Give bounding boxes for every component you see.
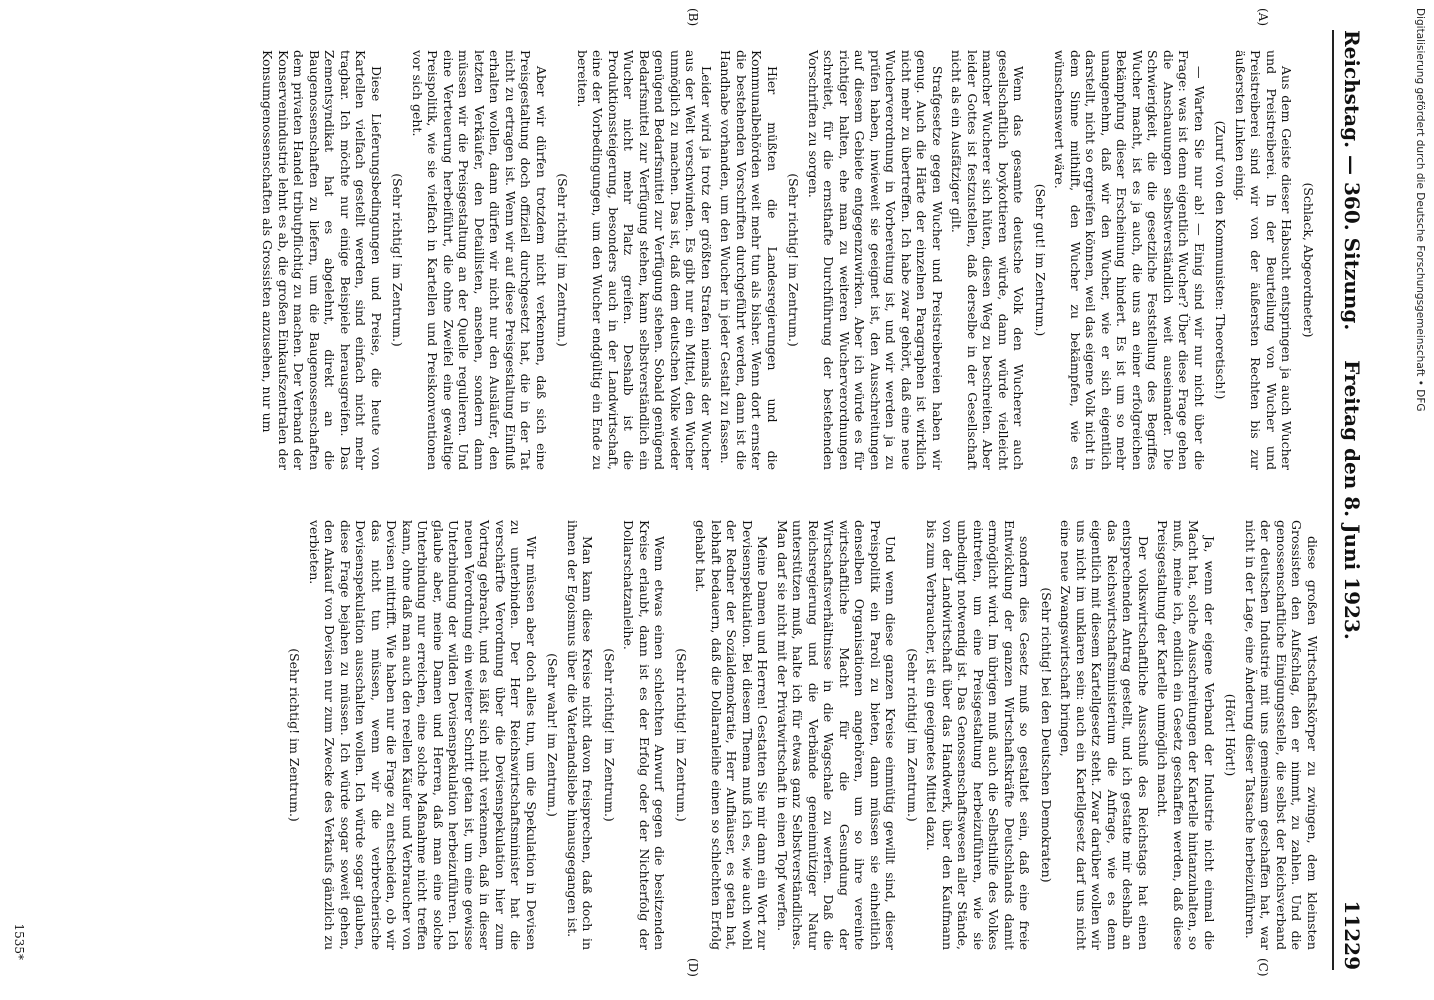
margin-marker-c: (C) (1256, 958, 1270, 977)
interjection: (Sehr richtig! im Zentrum.) (905, 648, 920, 822)
paragraph: sondern dies Gesetz muß so gestaltet sein, daß eine freie Entwicklung der ganzen Wirtschaftskräfte Deutschlands damit ermöglicht wird. Im übrigen muß auch die Selbsthilfe des Volkes eintreten, um eine Preisgestaltung herbeizuführen, wie sie unbedingt notwendig ist. Das Genossenschaftswesen aller Stände, von der Landwirtschaft über das Handwerk, über den Kaufmann bis zum Verbraucher, ist ein geeignetes Mittel dazu. (924, 520, 1033, 950)
paragraph: Wir müssen aber doch alles tun, um die Spekulation in Devisen zu unterbinden. Der Herr Reichswirtschaftsminister hat die verschärfte Verordnung über die Devisenspekulation hier zum Vortrag gebracht, und es läßt sich nicht verkennen, daß in dieser neuen Verordnung ein weiterer Schritt getan ist, um eine gewisse Unterbindung der wilden Devisenspekulation herbeizuführen. Ich glaube aber, meine Damen und Herren, daß man eine solche Unterbindung nur erreichen, eine solche Maßnahme nicht treffen kann, ohne daß man auch den reellen Käufer und Verbraucher von Devisen mittrifft. Wie haben nur die Frage zu entscheiden, ob wir das nicht tun müssen, wenn wir die verbrecherische Devisenspekulation ausschalten wollen. Ich würde sogar glauben, diese Frage bejahen zu müssen. Ich würde sogar soweit gehen, den Ankauf von Devisen nur zum Zwecke des Verkaufs gänzlich zu verbieten. (307, 520, 539, 950)
interjection: (Sehr richtig! im Zentrum.) (555, 173, 571, 347)
paragraph: Strafgesetze gegen Wucher und Preistreibereien haben wir genug. Auch die Härte der einzelnen Paragraphen ist wirklich nicht mehr zu übertreffen. Ich habe zwar gehört, daß eine neue Wucherverordnung in Vorbereitung ist, und wir werden ja zu prüfen haben, inwieweit sie geeignet ist, den Ausschreitungen auf diesem Gebiete entgegenzuwirken. Aber ich würde es für richtiger halten, ehe man zu weiteren Wucherverordnungen schreitet, für die ernsthafte Durchführung der bestehenden Vorschriften zu sorgen. (806, 50, 945, 470)
margin-marker-a: (A) (1256, 8, 1270, 27)
credit-text: Digitalisierung gefördert durch die Deutsche Forschungsgemeinschaft • DFG (1414, 8, 1426, 412)
paragraph: Der volkswirtschaftliche Ausschuß des Reichstags hat einen entsprechenden Antrag gestellt, und ich gestatte mir deshalb an das Reichswirtschaftsministerium die Anfrage, wie es denn eigentlich mit diesem Kartellgesetz steht. Zwar darüber wollen wir uns nicht im unklaren sein: auch ein Kartellgesetz darf uns nicht eine neue Zwangswirtschaft bringen, (1058, 520, 1151, 950)
paragraph: Aber wir dürfen trotzdem nicht verkennen, daß sich eine Preisgestaltung doch offiziell durchgesetzt hat, die in der Tat nicht zu ertragen ist. Wenn wir auf diese Preisgestaltung Einfluß erhalten wollen, dann dürfen wir nicht nur den Ausläufer, den letzten Verkäufer, den Detaillisten, ansehen, sondern dann müssen wir die Preisgestaltung an der Quelle regulieren. Und eine Verteuerung herbeiführt, die ohne Zweifel eine gewaltige Preispolitik, wie sie vielfach in Kartellen und Preiskonventionen vor sich geht. (410, 50, 549, 470)
paragraph: Diese Lieferungsbedingungen und Preise, die heute von Kartellen vielfach gestellt werden, sind einfach nicht mehr tragbar. Ich möchte nur einige Beispiele herausgreifen. Das Zementsyndikat hat es abgelehnt, direkt an die Baugenossenschaften zu liefern, um die Baugenossenschaften dem privaten Handel tributpflichtig zu machen. Der Verband der Konservenindustrie lehnt es ab, die großen Einkaufszentralen der Konsumgenossenschaften als Grossisten anzusehen, nur um (260, 50, 384, 470)
paragraph: Leider wird ja trotz der größten Strafen niemals der Wucher aus der Welt verschwinden. Es gibt nur ein Mittel, den Wucher unmöglich zu machen. Das ist, daß dem deutschen Volke wieder genügend Bedarfsmittel zur Verfügung stehen. Sobald genügend Bedarfsmittel zur Verfügung stehen, kann selbstverständlich ein Wucher nicht mehr Platz greifen. Deshalb ist die Produktionssteigerung, besonders auch in der Landwirtschaft, eine der Vorbedingungen, um den Wucher endgültig ein Ende zu bereiten. (575, 50, 714, 470)
header-date: Freitag den 8. Juni 1923. (1340, 360, 1364, 640)
paragraph: Meine Damen und Herren! Gestatten Sie mir dann ein Wort zur Devisenspekulation. Bei diesem Thema muß ich es, wie auch wohl der Redner der Sozialdemokratie, Herr Aufhäuser, es getan hat, lebhaft bedauern, daß die Dollaranleihe einen so schlechten Erfolg gehabt hat. (693, 520, 771, 950)
interjection: (Sehr richtig! im Zentrum.) (602, 648, 617, 822)
paragraph: — Warten Sie nur ab! — Einig sind wir nur nicht über die Frage: was ist denn eigentlich Wucher? Über diese Frage gehen die Anschauungen selbstverständlich weit auseinander. Die Schwierigkeit, die die gesetzliche Feststellung des Begriffes Wucher macht, ist es ja auch, die uns an einer erfolgreichen Bekämpfung dieser Erscheinung hindert. Es ist um so mehr unangenehm, daß wir den Wucher, wie er sich eigentlich darstellt, nicht so ergreifen können, weil das eigene Volk nicht in dem Sinne mithilft, den Wucher zu bekämpfen, wie es wünschenswert wäre. (1052, 50, 1207, 470)
right-column (30, 520, 1320, 950)
digitization-credit (1408, 0, 1434, 1000)
interjection: (Sehr richtig! im Zentrum.) (287, 648, 303, 822)
page-header (1332, 30, 1378, 970)
paragraph: Und wenn diese ganzen Kreise einmütig gewillt sind, dieser Preispolitik ein Paroli zu bieten, dann müssen sie einheitlich denselben Organisationen angehören, um so ihre vereinte wirtschaftliche Macht für die Gesundung der Wirtschaftsverhältnisse in die Wagschale zu werfen. Daß die Reichsregierung und die Verbände gemeinnütziger Natur unterstützen muß, halte ich für etwas ganz Selbstverständliches. Man darf sie nicht mit der Privatwirtschaft in einen Topf werfen. (775, 520, 899, 950)
interjection: (Sehr richtig! im Zentrum.) (390, 173, 406, 347)
paragraph: Wenn etwas einen schlechten Anwurf gegen die besitzenden Kreise erlaubt, dann ist es der Erfolg oder der Nichterfolg der Dollarschatzanleihe. (621, 520, 668, 950)
interjection: (Sehr richtig! im Zentrum.) (674, 648, 689, 822)
page-number: 11229 (1340, 900, 1364, 970)
interjection: (Zuruf von den Kommunisten: Theoretisch!) (1213, 120, 1229, 400)
interjection: (Hört! Hört!) (1223, 693, 1239, 777)
paragraph: Aus dem Geiste dieser Habsucht entspringen ja auch Wucher und Preistreiberei. In der Beurteilung von Wucher und Preistreiberei sind wir von der äußersten Rechten bis zur äußersten Linken einig. (1233, 50, 1295, 470)
paragraph: Ja, wenn der eigene Verband der Industrie nicht einmal die Macht hat, solche Ausschreitungen der Kartelle hintanzuhalten, so muß, meine ich, endlich ein Gesetz geschaffen werden, daß diese Preisgestaltung der Kartelle unmöglich macht. (1155, 520, 1217, 950)
paragraph: Man kann diese Kreise nicht davon freisprechen, daß doch in ihnen der Egoismus über die Vaterlandsliebe hinausgegangen ist. (565, 520, 596, 950)
speaker-label: (Schlack, Abgeordneter) (1301, 182, 1316, 338)
margin-marker-d: (D) (686, 958, 700, 977)
interjection: (Sehr richtig! bei den Deutschen Demokraten) (1039, 587, 1054, 883)
interjection: (Sehr wahr! im Zentrum.) (545, 653, 561, 817)
margin-marker-b: (B) (686, 8, 700, 27)
paragraph: Wenn das gesamte deutsche Volk den Wucherer auch gesellschaftlich boykottieren würde, dann würde vielleicht mancher Wucherer sich hüten, diesen Weg zu beschreiten. Aber leider Gottes ist festzustellen, daß derselbe in der Gesellschaft nicht als ein Ausfätziger gilt. (949, 50, 1027, 470)
header-left: Reichstag. — 360. Sitzung. (1340, 30, 1364, 331)
left-column (30, 50, 1320, 470)
interjection: (Sehr gut! im Zentrum.) (1033, 183, 1048, 337)
paragraph: diese großen Wirtschaftskörper zu zwingen, dem kleinsten Grossisten den Aufschlag, den er nimmt, zu zahlen. Und die genossenschaftliche Einigungsstelle, die selbst der Reichsverband der deutschen Industrie mit uns gemeinsam geschaffen hat, war nicht in der Lage, eine Änderung dieser Tatsache herbeizuführen. (1243, 520, 1320, 950)
paragraph: Hier müßten die Landesregierungen und die Kommunalbehörden weit mehr tun als bisher. Wenn dort ernster die bestehenden Vorschriften durchgeführt werden, dann ist die Handhabe vorhanden, um den Wucher in jeder Gestalt zu fassen. (718, 50, 780, 470)
interjection: (Sehr richtig! im Zentrum.) (786, 173, 802, 347)
footer-signature: 1535* (12, 923, 26, 960)
